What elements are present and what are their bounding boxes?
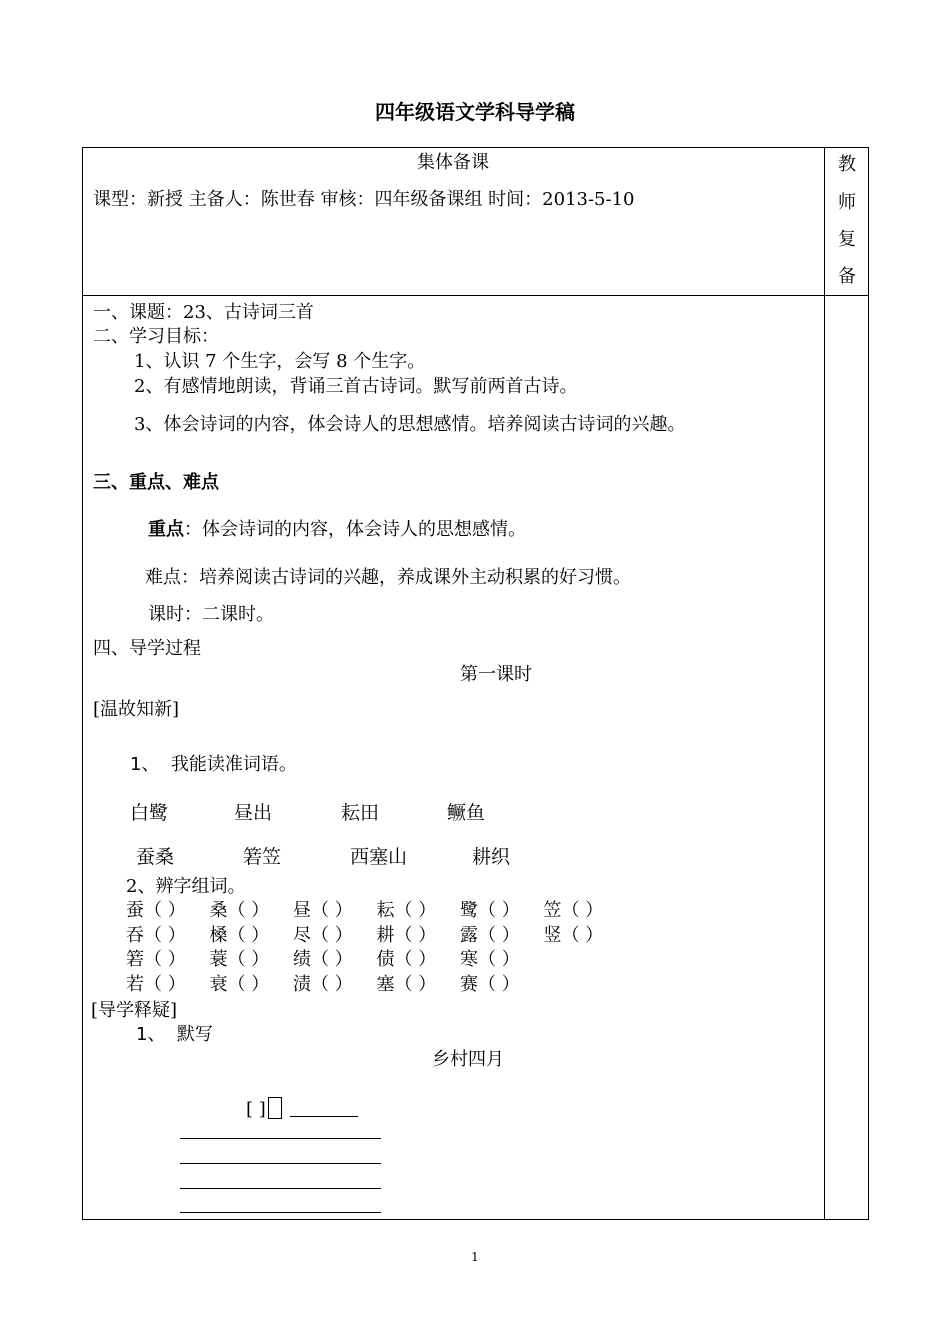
char-cell bbox=[126, 921, 186, 947]
blank-paren[interactable]: （ ） bbox=[311, 924, 353, 946]
poem-title: 乡村四月 bbox=[432, 1049, 504, 1070]
topic: 一、课题：23、古诗词三首 bbox=[93, 302, 314, 323]
char-cell bbox=[293, 970, 353, 996]
char: 露 bbox=[460, 924, 478, 946]
dictation-label: 默写 bbox=[176, 1024, 213, 1045]
item-1-text: 我能读准词语。 bbox=[170, 754, 297, 775]
blank-paren[interactable]: （ ） bbox=[394, 900, 437, 921]
char-cell bbox=[377, 921, 437, 947]
process-heading: 四、导学过程 bbox=[93, 638, 201, 659]
char-cell bbox=[460, 896, 520, 922]
char-cell bbox=[126, 945, 186, 971]
item-1 bbox=[130, 750, 297, 776]
word: 耘田 bbox=[341, 802, 380, 824]
char: 鹭 bbox=[460, 900, 478, 921]
blank-paren[interactable]: （ ） bbox=[144, 924, 186, 946]
blank-paren[interactable]: （ ） bbox=[394, 924, 437, 946]
goal-3: 3、体会诗词的内容，体会诗人的思想感情。培养阅读古诗词的兴趣。 bbox=[134, 414, 686, 435]
goal-1: 1、认识 7 个生字，会写 8 个生字。 bbox=[134, 351, 426, 372]
dictation-line[interactable] bbox=[180, 1188, 381, 1189]
word: 鳜鱼 bbox=[447, 802, 486, 824]
char-cell bbox=[460, 970, 520, 996]
char-cell bbox=[126, 896, 186, 922]
char: 尽 bbox=[293, 924, 311, 946]
blank-paren[interactable]: （ ） bbox=[144, 973, 186, 995]
char: 耘 bbox=[376, 900, 395, 921]
char: 衰 bbox=[209, 973, 228, 995]
page-title: 四年级语文学科导学稿 bbox=[375, 100, 575, 124]
dictation-line[interactable] bbox=[180, 1138, 381, 1139]
item-1-number: 1、 bbox=[130, 754, 160, 775]
review-heading: [温故知新] bbox=[93, 699, 180, 720]
char: 塞 bbox=[376, 973, 395, 995]
blank-paren[interactable]: （ ） bbox=[227, 924, 270, 946]
char: 赛 bbox=[460, 973, 478, 995]
char-cell bbox=[544, 921, 604, 947]
difficulty: 难点：培养阅读古诗词的兴趣，养成课外主动积累的好习惯。 bbox=[145, 567, 631, 588]
blank-paren[interactable]: （ ） bbox=[311, 973, 353, 995]
char: 竖 bbox=[543, 924, 562, 946]
author-blank[interactable] bbox=[290, 1116, 358, 1117]
char: 债 bbox=[376, 949, 395, 970]
blank-paren[interactable]: （ ） bbox=[478, 924, 520, 946]
guide-heading: [导学释疑] bbox=[91, 1000, 178, 1021]
char: 蓑 bbox=[209, 949, 228, 970]
key-label: 重点 bbox=[148, 519, 184, 540]
char: 昼 bbox=[293, 900, 311, 921]
char: 箬 bbox=[126, 949, 144, 970]
periods: 课时：二课时。 bbox=[148, 604, 274, 625]
blank-paren[interactable]: （ ） bbox=[394, 949, 437, 970]
char: 蚕 bbox=[126, 900, 144, 921]
char-cell bbox=[293, 921, 353, 947]
dictation-number: 1、 bbox=[136, 1024, 166, 1045]
lesson-meta: 课型：新授 主备人：陈世春 审核：四年级备课组 时间：2013-5-10 bbox=[93, 189, 635, 210]
blank-paren[interactable]: （ ） bbox=[561, 900, 604, 921]
item-2: 2、辨字组词。 bbox=[126, 876, 246, 897]
char-cell bbox=[210, 945, 270, 971]
char: 桑 bbox=[209, 900, 228, 921]
word: 耕织 bbox=[472, 846, 511, 868]
lesson-1-label: 第一课时 bbox=[460, 664, 532, 685]
blank-paren[interactable]: （ ） bbox=[227, 973, 270, 995]
word: 西塞山 bbox=[350, 846, 408, 868]
blank-paren[interactable]: （ ） bbox=[311, 949, 353, 970]
char-cell bbox=[210, 970, 270, 996]
char-cell bbox=[210, 921, 270, 947]
char-cell bbox=[460, 921, 520, 947]
char: 槡 bbox=[209, 924, 228, 946]
side-char: 教 bbox=[838, 154, 856, 175]
char: 吞 bbox=[126, 924, 144, 946]
word: 蚕桑 bbox=[136, 846, 175, 868]
char-cell bbox=[293, 896, 353, 922]
char-cell bbox=[377, 896, 437, 922]
char: 绩 bbox=[293, 949, 311, 970]
page-number: 1 bbox=[471, 1250, 479, 1264]
blank-paren[interactable]: （ ） bbox=[394, 973, 437, 995]
side-char: 师 bbox=[838, 192, 856, 213]
blank-paren[interactable]: （ ） bbox=[144, 949, 186, 970]
char-cell bbox=[544, 896, 604, 922]
collective-prep-label: 集体备课 bbox=[417, 152, 489, 173]
char: 耕 bbox=[376, 924, 395, 946]
blank-paren[interactable]: （ ） bbox=[227, 949, 270, 970]
dictation-line[interactable] bbox=[180, 1212, 381, 1213]
key-text: ：体会诗词的内容，体会诗人的思想感情。 bbox=[184, 519, 526, 540]
blank-paren[interactable]: （ ） bbox=[311, 900, 353, 921]
char-cell bbox=[210, 896, 270, 922]
char-cell bbox=[460, 945, 520, 971]
char: 若 bbox=[126, 973, 144, 995]
side-char: 备 bbox=[838, 266, 856, 287]
word: 昼出 bbox=[234, 802, 273, 824]
dictation-item bbox=[136, 1020, 213, 1046]
goals-heading: 二、学习目标： bbox=[93, 326, 219, 347]
char: 渍 bbox=[293, 973, 311, 995]
char: 寒 bbox=[460, 949, 478, 970]
blank-paren[interactable]: （ ） bbox=[227, 900, 270, 921]
keypoints-heading: 三、重点、难点 bbox=[93, 472, 219, 493]
blank-paren[interactable]: （ ） bbox=[478, 973, 520, 995]
dictation-line[interactable] bbox=[180, 1163, 381, 1164]
blank-paren[interactable]: （ ） bbox=[478, 949, 520, 970]
side-char: 复 bbox=[838, 229, 856, 250]
blank-paren[interactable]: （ ） bbox=[561, 924, 604, 946]
key-point bbox=[148, 515, 526, 541]
word: 白鹭 bbox=[130, 802, 169, 824]
poem-author-line bbox=[246, 1097, 282, 1120]
blank-paren[interactable]: （ ） bbox=[144, 900, 186, 921]
char: 笠 bbox=[543, 900, 562, 921]
blank-paren[interactable]: （ ） bbox=[478, 900, 520, 921]
placeholder-box-icon bbox=[268, 1097, 282, 1119]
char-cell bbox=[377, 970, 437, 996]
char-cell bbox=[377, 945, 437, 971]
goal-2: 2、有感情地朗读，背诵三首古诗词。默写前两首古诗。 bbox=[134, 376, 578, 397]
word: 箬笠 bbox=[243, 846, 282, 868]
author-bracket: [ ] bbox=[246, 1099, 266, 1120]
char-cell bbox=[293, 945, 353, 971]
char-cell bbox=[126, 970, 186, 996]
